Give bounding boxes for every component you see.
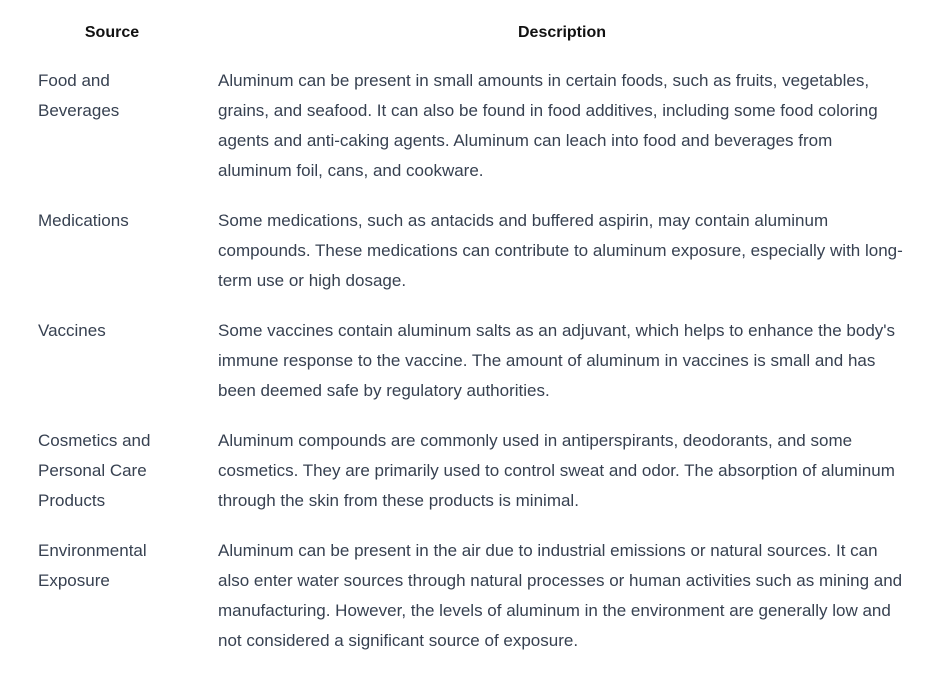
source-cell: Vaccines: [38, 321, 106, 340]
table-row: [22, 316, 922, 426]
source-cell: Cosmetics and Personal Care Products: [38, 431, 151, 510]
header-source: Source: [84, 24, 140, 41]
header-description: Description: [517, 24, 606, 41]
source-cell: Environmental Exposure: [38, 541, 147, 590]
source-cell: Food and Beverages: [38, 71, 120, 120]
description-cell: Aluminum compounds are commonly used in antiperspirants, deodorants, and some cosmetics. They are primarily used to control sweat and odor. The absorption of aluminum through the skin from these products is minimal.: [218, 431, 895, 510]
source-cell: Medications: [38, 211, 129, 230]
table-header-row: [22, 0, 922, 66]
description-cell: Some medications, such as antacids and buffered aspirin, may contain aluminum compounds. These medications can contribute to aluminum exposure, especially with long-term use or high dosage.: [218, 211, 903, 290]
table-row: [22, 66, 922, 206]
table-row: [22, 206, 922, 316]
table-row: [22, 536, 922, 676]
table-row: [22, 426, 922, 536]
aluminum-sources-table-container: [22, 0, 922, 676]
description-cell: Aluminum can be present in small amounts in certain foods, such as fruits, vegetables, grains, and seafood. It can also be found in food additives, including some food coloring agents and anti-caking agents. Aluminum can leach into food and beverages from aluminum foil, cans, and cookware.: [218, 71, 878, 180]
aluminum-sources-table: [22, 0, 922, 676]
description-cell: Aluminum can be present in the air due to industrial emissions or natural sources. It can also enter water sources through natural processes or human activities such as mining and manufacturing. However, the levels of aluminum in the environment are generally low and not considered a significant source of exposure.: [218, 541, 903, 650]
description-cell: Some vaccines contain aluminum salts as an adjuvant, which helps to enhance the body's immune response to the vaccine. The amount of aluminum in vaccines is small and has been deemed safe by regulatory authorities.: [218, 321, 896, 400]
